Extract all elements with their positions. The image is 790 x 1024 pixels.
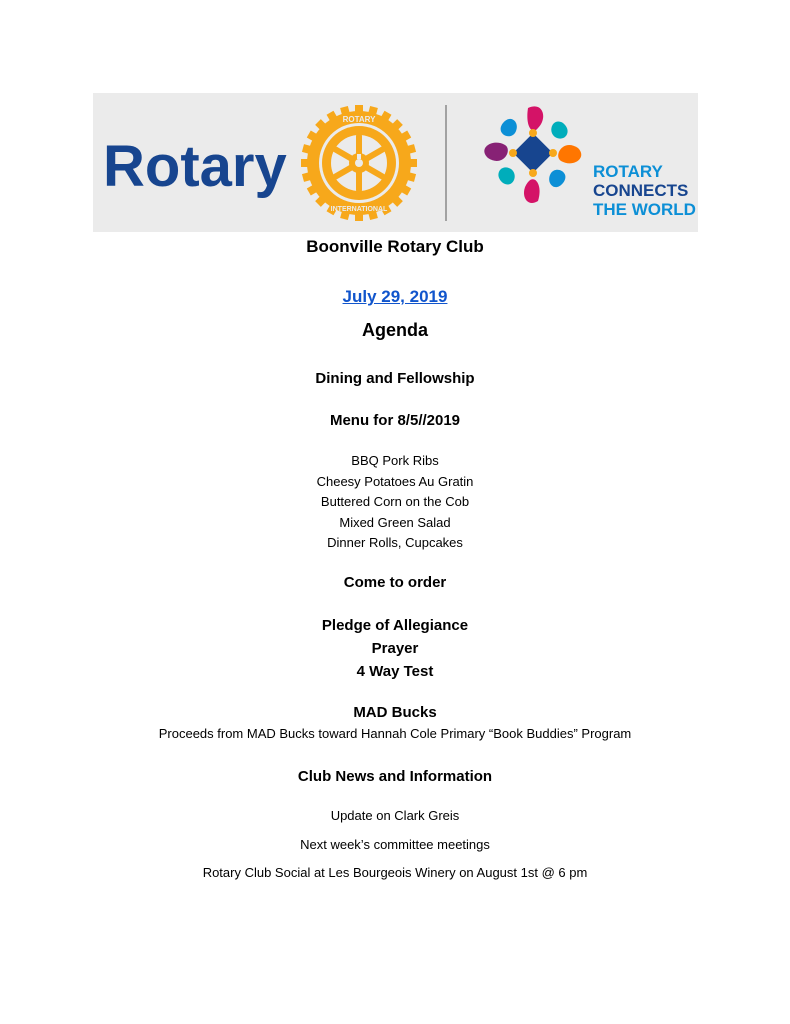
rotary-wordmark: Rotary	[103, 134, 287, 199]
menu-item: Buttered Corn on the Cob	[320, 494, 470, 510]
club-news-item: Update on Clark Greis	[330, 808, 460, 823]
rotary-wheel-icon	[301, 105, 417, 221]
club-news-heading: Club News and Information	[297, 768, 493, 785]
rotary-banner	[93, 93, 698, 232]
menu-heading: Menu for 8/5//2019	[329, 412, 461, 429]
club-news-list	[0, 808, 790, 894]
opening-items	[0, 614, 790, 683]
tagline-line1: ROTARY	[593, 162, 663, 181]
wheel-text-top: ROTARY	[342, 115, 376, 124]
club-name: Boonville Rotary Club	[306, 237, 484, 256]
come-to-order-heading: Come to order	[343, 574, 447, 591]
menu-item: Cheesy Potatoes Au Gratin	[316, 473, 474, 489]
menu-item: Dinner Rolls, Cupcakes	[327, 535, 463, 551]
mad-bucks-text: Proceeds from MAD Bucks toward Hannah Cole Primary “Book Buddies” Program	[158, 726, 632, 741]
club-news-item: Rotary Club Social at Les Bourgeois Winery on August 1st @ 6 pm	[202, 865, 588, 880]
rotary-banner-graphic	[93, 93, 698, 232]
date-link[interactable]: July 29, 2019	[342, 287, 448, 306]
opening-item-four-way-test: 4 Way Test	[356, 663, 434, 680]
connects-world-emblem-icon	[484, 106, 581, 203]
tagline-line3: THE WORLD	[593, 200, 696, 219]
agenda-title: Agenda	[361, 320, 428, 340]
club-news-item: Next week’s committee meetings	[300, 836, 490, 852]
opening-item-prayer: Prayer	[371, 640, 419, 657]
menu-item: BBQ Pork Ribs	[351, 453, 439, 468]
menu-list	[0, 451, 790, 554]
tagline-line2: CONNECTS	[593, 181, 689, 200]
opening-item-pledge: Pledge of Allegiance	[321, 617, 469, 634]
mad-bucks-heading: MAD Bucks	[353, 704, 437, 721]
menu-item: Mixed Green Salad	[339, 514, 451, 530]
wheel-text-bottom: INTERNATIONAL	[330, 206, 388, 213]
dining-heading: Dining and Fellowship	[315, 370, 475, 387]
